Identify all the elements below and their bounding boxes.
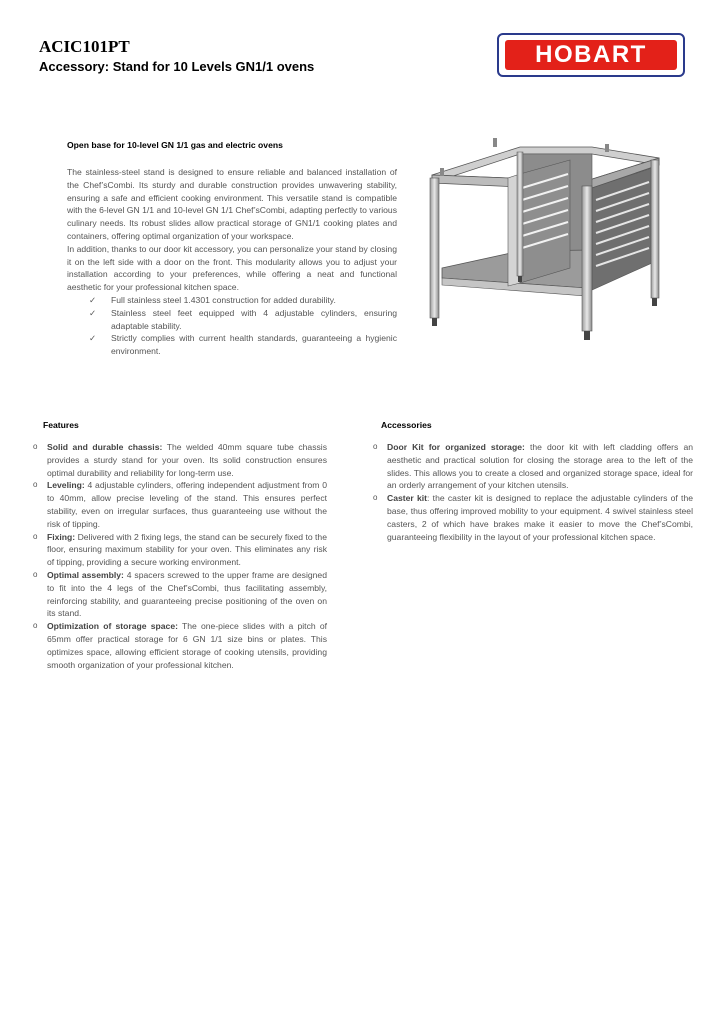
check-item <box>67 332 397 358</box>
intro-heading: Open base for 10-level GN 1/1 gas and electric ovens <box>67 140 283 150</box>
intro-paragraph: The stainless-steel stand is designed to ensure reliable and balanced installation of the Chef’sCombi. Its sturdy and durable construction provides unwavering stability, ensuring a safe and efficient cooking environment. This versatile stand is compatible with the 6-level GN 1/1 and 10-level GN 1/1 Chef’sCombi, adapting perfectly to various culinary needs. Its robust slides allow practical storage of GN1/1 cooking plates and containers, offering optimal organization of your workspace. <box>67 167 397 241</box>
feature-item <box>33 531 327 569</box>
feature-item <box>33 569 327 620</box>
hollow-circle-bullet-icon: o <box>33 480 38 490</box>
features-list <box>33 441 327 671</box>
feature-text: The one-piece slides with a pitch of 65mm offer practical storage for 6 GN 1/1 size bins or plates. This optimizes space, allowing efficient storage of cooking utensils, providing smooth organization of your professional kitchen. <box>47 621 327 670</box>
checkmark-icon: ✓ <box>89 307 97 318</box>
hollow-circle-bullet-icon: o <box>373 442 378 451</box>
checkmark-icon: ✓ <box>89 333 97 344</box>
accessories-list <box>373 441 693 543</box>
check-item-text: Strictly complies with current health standards, guaranteeing a hygienic environment. <box>111 333 397 357</box>
check-item <box>67 294 397 307</box>
accessory-text: the door kit with left cladding offers an aesthetic and practical solution for closing the storage area to the left of the slides. This allows you to create a closed and organized storage space, ideal for an orderly arrangement of your kitchen utensils. <box>387 442 693 491</box>
accessory-item <box>373 492 693 543</box>
accessory-item <box>373 441 693 492</box>
accessories-heading: Accessories <box>381 420 432 430</box>
check-item <box>67 307 397 333</box>
hollow-circle-bullet-icon: o <box>33 569 38 579</box>
feature-title: Leveling: <box>47 480 85 491</box>
hollow-circle-bullet-icon: o <box>373 493 378 503</box>
feature-title: Optimization of storage space: <box>47 621 178 632</box>
hollow-circle-bullet-icon: o <box>33 442 38 451</box>
check-item-text: Stainless steel feet equipped with 4 adjustable cylinders, ensuring adaptable stability. <box>111 307 397 331</box>
document-title: Accessory: Stand for 10 Levels GN1/1 ovens <box>39 59 315 74</box>
logo-frame <box>497 33 685 77</box>
feature-item <box>33 441 327 479</box>
checkmark-icon: ✓ <box>89 294 97 305</box>
features-heading: Features <box>43 420 79 430</box>
feature-title: Solid and durable chassis: <box>47 442 163 452</box>
accessory-title: Caster kit <box>387 493 428 504</box>
feature-title: Optimal assembly: <box>47 569 124 580</box>
hobart-logo <box>497 33 687 78</box>
feature-title: Fixing: <box>47 531 76 542</box>
accessory-text: : the caster kit is designed to replace the adjustable cylinders of the base, thus offering improved mobility to your equipment. 4 swivel stainless steel casters, 2 of which have brakes make it easier to move the Chef’sCombi, guaranteeing flexibility in the layout of your professional kitchen space. <box>387 493 694 542</box>
feature-item <box>33 479 327 530</box>
logo-text: HOBART <box>505 40 677 70</box>
check-list <box>67 294 397 358</box>
intro-paragraph: In addition, thanks to our door kit accessory, you can personalize your stand by closing it on the left side with a door on the front. This modularity allows you to adjust your installation according to your preferences, while offering a neat and functional aesthetic for your professional kitchen space. <box>67 243 397 293</box>
feature-text: Delivered with 2 fixing legs, the stand can be securely fixed to the floor, ensuring maximum stability for your oven. This eliminates any risk of tipping, providing a secure working environment. <box>47 531 327 568</box>
accessory-title: Door Kit for organized storage: <box>387 442 525 452</box>
feature-text: 4 spacers screwed to the upper frame are designed to fit into the 4 legs of the Chef’sCombi, thus facilitating assembly, reinforcing stability, and guaranteeing precise positioning of the oven on its stand. <box>47 569 327 619</box>
document-code: ACIC101PT <box>39 37 130 56</box>
intro-text <box>67 166 397 358</box>
hollow-circle-bullet-icon: o <box>33 621 38 631</box>
hollow-circle-bullet-icon: o <box>33 531 38 541</box>
check-item-text: Full stainless steel 1.4301 construction for added durability. <box>111 294 336 305</box>
feature-text: The welded 40mm square tube chassis provides a sturdy stand for your oven. Its solid construction ensures optimal durability and reliability for long-term use. <box>47 442 327 478</box>
feature-text: 4 adjustable cylinders, offering independent adjustment from 0 to 40mm, allow precise leveling of the stand. This ensures perfect stability, even on irregular surfaces, thus guaranteeing use without the risk of tipping. <box>47 480 327 529</box>
product-stand-image <box>420 138 683 343</box>
feature-item <box>33 620 327 671</box>
